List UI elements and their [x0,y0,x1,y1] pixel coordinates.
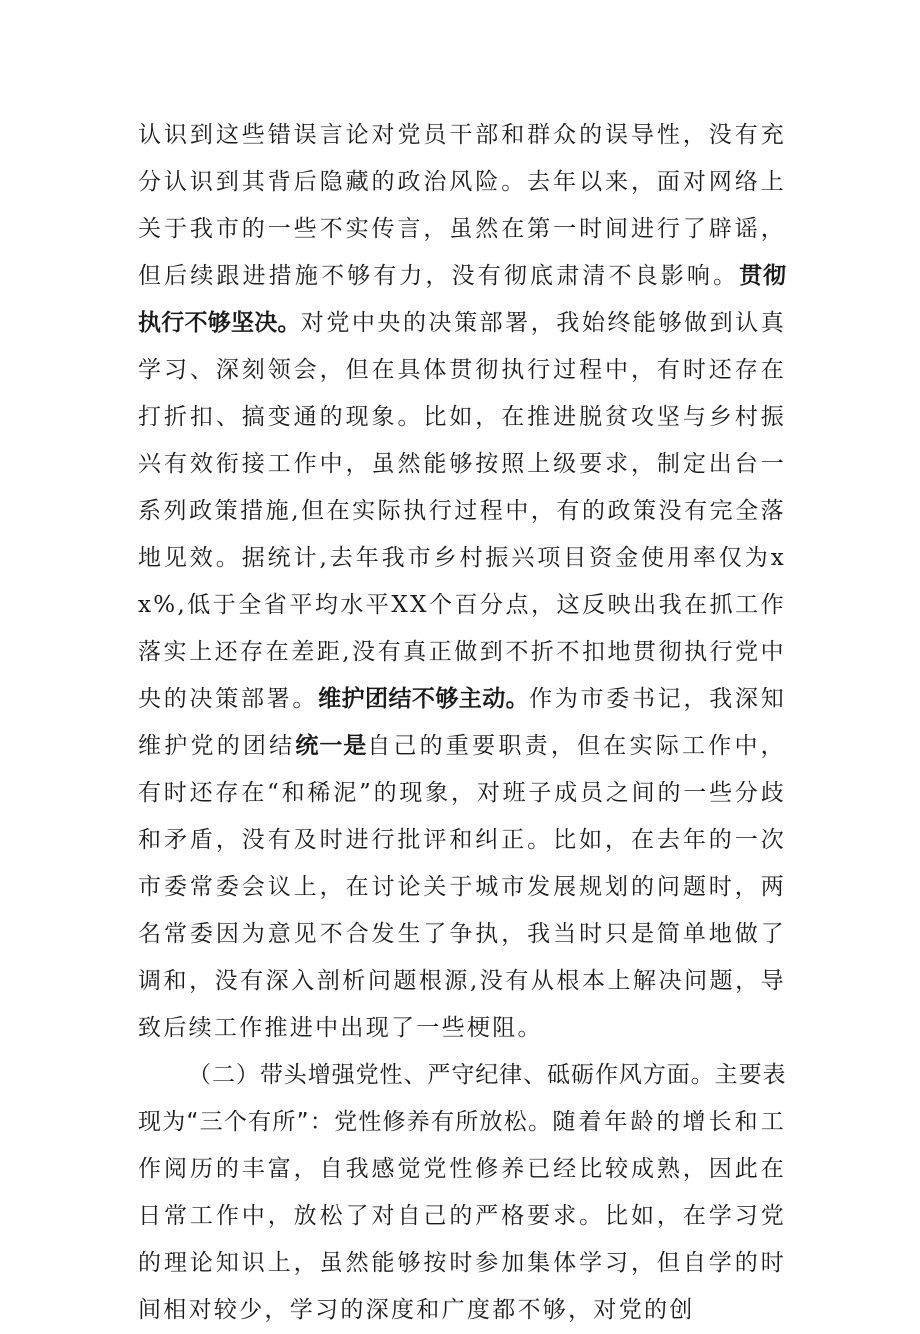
paragraph-1-bold-run-3: 统一是 [295,733,368,759]
section-heading-two: （二）带头增强党性、严守纪律、砥砺作风方面。主要表现为“三个有所”：党性修养有所放松。 [138,1062,786,1135]
paragraph-1-bold-heading-2: 维护团结不够主动。 [318,686,530,712]
paragraph-1-text-run-2: 对党中央的决策部署，我始终能够做到认真学习、深刻领会，但在具体贯彻执行过程中，有时还存在打折扣、搞变通的现象。比如，在推进脱贫攻坚与乡村振兴有效衔接工作中，虽然能够按照上级要求，制定出台一系列政策措施,但在实际执行过程中，有的政策没有完全落地见效。据统计,去年我市乡村振兴项目资金使用率仅为xx%,低于全省平均水平XX个百分点，这反映出我在抓工作落实上还存在差距,没有真正做到不折不扣地贯彻执行党中央的决策部署。 [138,310,786,712]
body-paragraph-1 [138,112,786,1052]
paragraph-2-text-run-1: 随着年龄的增长和工作阅历的丰富，自我感觉党性修养已经比较成熟，因此在日常工作中，放松了对自己的严格要求。比如，在学习党的理论知识上，虽然能够按时参加集体学习，但自学的时间相对较少，学习的深度和广度都不够，对党的创 [138,1109,786,1323]
document-page [138,112,786,1334]
paragraph-1-text-run-4: 自己的重要职责，但在实际工作中，有时还存在“和稀泥”的现象，对班子成员之间的一些分歧和矛盾，没有及时进行批评和纠正。比如，在去年的一次市委常委会议上，在讨论关于城市发展规划的问题时，两名常委因为意见不合发生了争执，我当时只是简单地做了调和，没有深入剖析问题根源,没有从根本上解决问题，导致后续工作推进中出现了一些梗阻。 [138,733,786,1041]
paragraph-1-bold-heading-1: 贯彻执行不够坚决。 [138,263,786,336]
body-paragraph-2 [138,1052,786,1334]
paragraph-1-text-run-3: 作为市委书记，我深知维护党的团结 [138,686,786,759]
paragraph-1-text-run-1: 认识到这些错误言论对党员干部和群众的误导性，没有充分认识到其背后隐藏的政治风险。去年以来，面对网络上关于我市的一些不实传言，虽然在第一时间进行了辟谣，但后续跟进措施不够有力，没有彻底肃清不良影响。 [138,122,786,289]
